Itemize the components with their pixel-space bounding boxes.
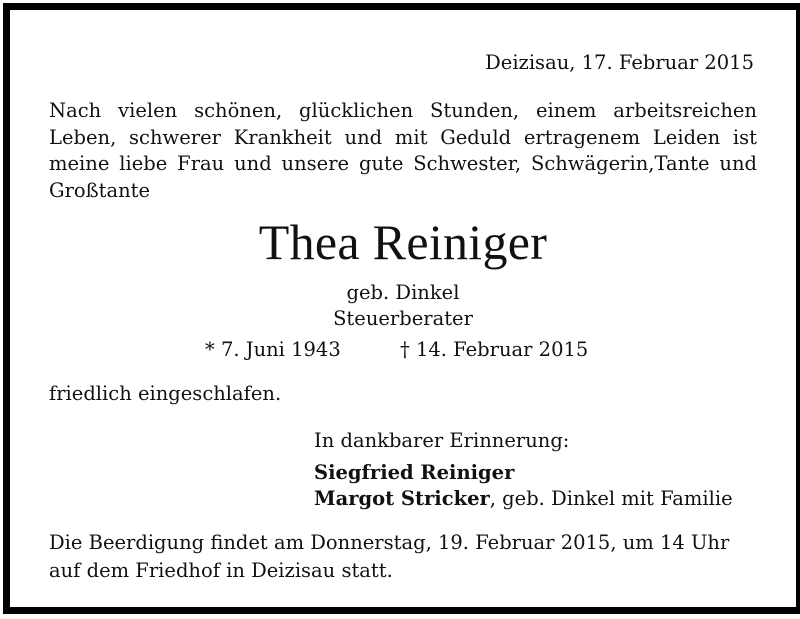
place-date: Deizisau, 17. Februar 2015: [485, 51, 754, 74]
memory-text: In dankbarer Erinnerung:: [314, 429, 570, 452]
profession: Steuerberater: [333, 307, 473, 330]
mourner-signature: [314, 486, 733, 512]
mourner-suffix: , geb. Dinkel mit Familie: [489, 487, 733, 510]
mourner-name: Margot Stricker: [314, 487, 490, 510]
deceased-name: Thea Reiniger: [258, 214, 548, 270]
intro-line: Nach vielen schönen, glücklichen Stunden, einem arbeitsreichen: [49, 99, 757, 122]
birth-date: * 7. Juni 1943: [205, 338, 341, 361]
obituary-notice: [3, 3, 800, 614]
death-date: † 14. Februar 2015: [400, 338, 589, 361]
mourner-signature: [314, 460, 514, 486]
intro-line: Großtante: [49, 178, 151, 202]
intro-paragraph: [49, 98, 757, 204]
funeral-info-line: auf dem Friedhof in Deizisau statt.: [49, 559, 393, 582]
intro-line: meine liebe Frau und unsere gute Schwester, Schwägerin,Tante und: [49, 152, 757, 175]
passing-text: friedlich eingeschlafen.: [49, 382, 282, 405]
funeral-info-line: Die Beerdigung findet am Donnerstag, 19. Februar 2015, um 14 Uhr: [49, 531, 730, 554]
maiden-name: geb. Dinkel: [346, 281, 460, 304]
mourner-name: Siegfried Reiniger: [314, 461, 515, 484]
intro-line: Leben, schwerer Krankheit und mit Geduld ertragenem Leiden ist: [49, 125, 757, 149]
